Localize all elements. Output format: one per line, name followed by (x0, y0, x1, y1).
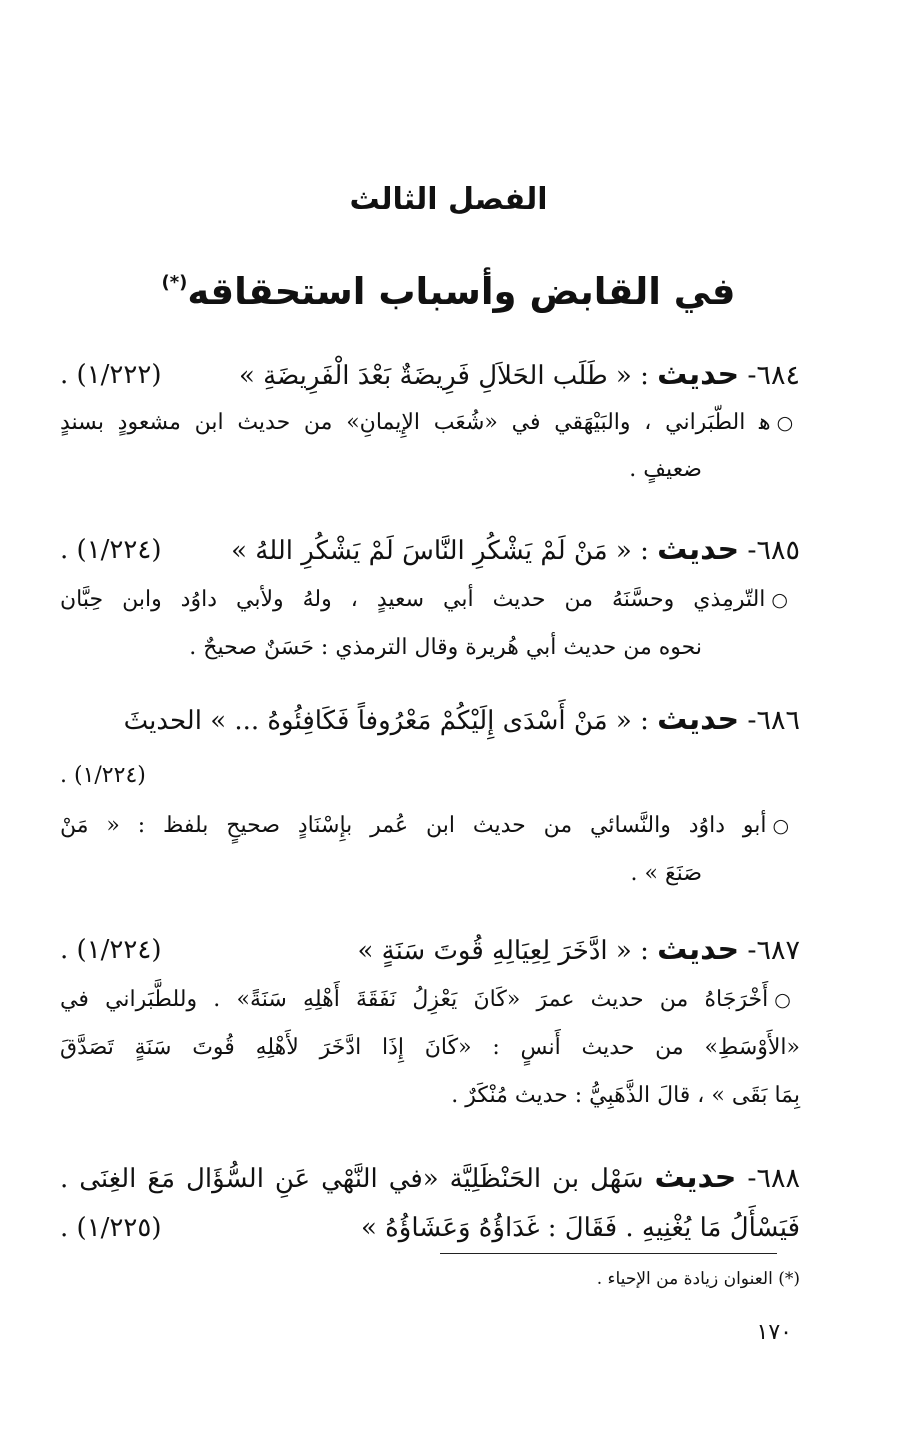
hadith-label: حديث (657, 702, 740, 737)
circle-bullet-icon: ○ (772, 815, 800, 837)
entry-separator: : (640, 536, 649, 566)
page-number: ١٧٠ (756, 1320, 792, 1345)
takhrij-line: ضعيفٍ . (629, 457, 702, 482)
entry-separator: : (640, 706, 649, 736)
takhrij-line (60, 405, 800, 441)
takhrij-text: أبو داوُد والنَّسائي من حديث ابن عُمر بإِسْنَادٍ صحيحٍ بلفظ : « مَنْ (60, 813, 767, 838)
takhrij-line: صَنَعَ » . (630, 861, 702, 886)
circle-bullet-icon: ○ (771, 589, 800, 611)
takhrij-text: أَخْرَجَاهُ من حديث عمرَ «كَانَ يَعْزِلُ نَفَقَةَ أَهْلِهِ سَنَةً» . وللطَّبَراني في (60, 987, 769, 1012)
entry-separator: : (640, 936, 649, 966)
hadith-entry-686 (60, 700, 800, 741)
entry-number: ٦٨٨- (747, 1163, 800, 1194)
entry-number: ٦٨٤- (747, 360, 800, 391)
takhrij-line (60, 982, 800, 1018)
hadith-entry-688 (60, 1158, 800, 1199)
section-title-text: في القابض وأسباب استحقاقه (187, 270, 736, 313)
entry-number: ٦٨٦- (747, 705, 800, 736)
volume-page-reference: (١/٢٢٥) . (60, 1213, 162, 1243)
takhrij-line (60, 582, 800, 618)
hadith-label: حديث (654, 1160, 737, 1195)
circle-bullet-icon: ○ (774, 989, 800, 1011)
footnote-divider (440, 1253, 777, 1254)
hadith-text: « طَلَب الحَلاَلِ فَرِيضَةٌ بَعْدَ الْفَرِيضَةِ » (238, 361, 632, 391)
hadith-label: حديث (657, 932, 740, 967)
hadith-label: حديث (657, 357, 740, 392)
entry-separator: : (640, 361, 649, 391)
hadith-entry-688-continuation (60, 1208, 800, 1248)
volume-page-reference: (١/٢٢٤) . (60, 935, 162, 965)
hadith-text: « ادَّخَرَ لِعِيَالِهِ قُوتَ سَنَةٍ » (357, 936, 632, 966)
volume-page-reference: (١/٢٢٤) . (60, 763, 146, 788)
entry-number: ٦٨٧- (747, 935, 800, 966)
volume-page-reference: (١/٢٢٤) . (60, 535, 162, 565)
hadith-text: « مَنْ أَسْدَى إِلَيْكُمْ مَعْرُوفاً فَكَافِئُوهُ ... » الحديثَ (123, 706, 632, 736)
hadith-text: فَيَسْأَلُ مَا يُغْنِيهِ . فَقَالَ : غَدَاؤُهُ وَعَشَاؤُهُ » (361, 1213, 800, 1243)
takhrij-line (60, 808, 800, 844)
hadith-label: حديث (657, 532, 740, 567)
takhrij-line: نحوه من حديث أبي هُريرة وقال الترمذي : حَسَنٌ صحيحٌ . (189, 635, 702, 660)
hadith-entry-687 (60, 930, 800, 971)
volume-page-reference: (١/٢٢٢) . (60, 360, 162, 390)
chapter-title: الفصل الثالث (349, 182, 548, 217)
takhrij-line: بِمَا بَقَى » ، قالَ الذَّهَبِيُّ : حديث مُنْكَرٌ . (451, 1083, 800, 1108)
hadith-entry-685 (60, 530, 800, 571)
footnote: (*) العنوان زيادة من الإحياء . (596, 1269, 800, 1289)
circle-bullet-icon: ○ (776, 412, 800, 434)
hadith-entry-684 (60, 355, 800, 396)
section-title (0, 270, 897, 313)
takhrij-text: التّرمِذي وحسَّنَهُ من حديث أبي سعيدٍ ، ولهُ ولأبي داوُد وابن حِبَّان (60, 587, 766, 612)
hadith-text: « مَنْ لَمْ يَشْكُرِ النَّاسَ لَمْ يَشْكُرِ اللهُ » (231, 536, 632, 566)
takhrij-line: «الأَوْسَطِ» من حديث أَنسٍ : «كَانَ إِذَا ادَّخَرَ لأَهْلِهِ قُوتَ سَنَةٍ تَصَدَّقَ (60, 1035, 800, 1060)
footnote-marker: (*) (161, 272, 188, 293)
takhrij-text: ﻫ الطّبَراني ، والبَيْهَقي في «شُعَب الإِيمانِ» من حديث ابن مشعودٍ بسندٍ (60, 410, 771, 435)
hadith-text: سَهْل بن الحَنْظَلِيَّة «في النَّهْي عَنِ السُّؤَال مَعَ الغِنَى . (60, 1164, 644, 1194)
entry-number: ٦٨٥- (747, 535, 800, 566)
